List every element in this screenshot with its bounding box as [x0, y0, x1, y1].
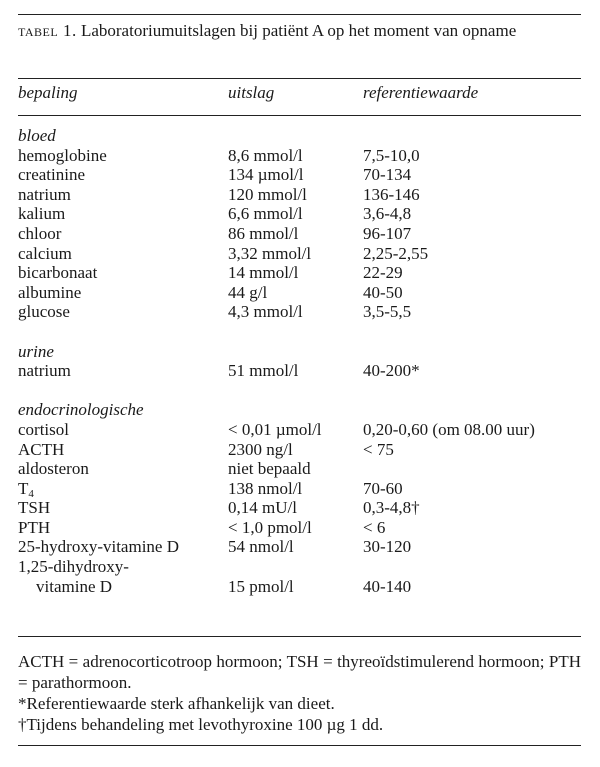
table-caption [18, 20, 581, 41]
test-reference: 30-120 [363, 537, 412, 557]
footnote-dagger: †Tijdens behandeling met levothyroxine 100 µg 1 dd. [18, 715, 384, 734]
test-name: chloor [18, 223, 62, 243]
table-header [0, 83, 600, 105]
t4-letter: T [18, 478, 29, 498]
test-result: 8,6 mmol/l [228, 145, 303, 165]
section-label: endocrinologische [18, 400, 144, 420]
test-reference: < 75 [363, 439, 394, 459]
test-name: calcium [18, 243, 72, 263]
test-reference: 40-140 [363, 576, 412, 596]
test-reference: 0,3-4,8† [363, 498, 420, 518]
test-name: bicarbonaat [18, 263, 98, 283]
table-row [0, 577, 600, 597]
test-reference: 7,5-10,0 [363, 145, 420, 165]
test-result: < 0,01 µmol/l [228, 419, 322, 439]
test-name-line1: 1,25-dihydroxy- [18, 557, 129, 577]
test-result: niet bepaald [228, 459, 311, 479]
test-reference: 136-146 [363, 184, 420, 204]
test-result: 6,6 mmol/l [228, 204, 303, 224]
table-row [0, 537, 600, 557]
test-reference: 70-60 [363, 478, 403, 498]
test-name: vitamine D [36, 576, 113, 596]
body-bottom-rule [18, 636, 581, 637]
table-row [0, 146, 600, 166]
section-label: bloed [18, 126, 56, 145]
test-result: 15 pmol/l [228, 576, 294, 596]
header-uitslag: uitslag [228, 83, 275, 102]
test-result: 51 mmol/l [228, 361, 299, 381]
test-name: natrium [18, 361, 71, 381]
test-name [18, 479, 34, 498]
test-result: 120 mmol/l [228, 184, 307, 204]
table-row [0, 165, 600, 185]
table-body [0, 126, 600, 596]
test-name: PTH [18, 517, 51, 537]
test-result: 4,3 mmol/l [228, 302, 303, 322]
row-spacer [0, 381, 600, 401]
test-name: hemoglobine [18, 145, 107, 165]
section-urine [0, 342, 600, 362]
table-footnotes [18, 651, 581, 735]
test-reference: 40-50 [363, 282, 403, 302]
test-reference: 70-134 [363, 165, 412, 185]
table-row [0, 283, 600, 303]
test-name: glucose [18, 302, 70, 322]
t4-subscript: 4 [28, 487, 34, 500]
row-spacer [0, 322, 600, 342]
header-bottom-rule [18, 115, 581, 116]
test-name: cortisol [18, 419, 69, 439]
test-name: albumine [18, 282, 82, 302]
section-bloed [0, 126, 600, 146]
test-reference: 96-107 [363, 223, 412, 243]
top-rule [18, 14, 581, 15]
test-name: ACTH [18, 439, 65, 459]
test-name: TSH [18, 498, 51, 518]
test-result: 134 µmol/l [228, 165, 304, 185]
test-result: 44 g/l [228, 282, 268, 302]
table-row [0, 302, 600, 322]
table-row [0, 479, 600, 499]
header-referentiewaarde: referentiewaarde [363, 83, 479, 102]
test-result: 0,14 mU/l [228, 498, 297, 518]
table-row [0, 185, 600, 205]
test-reference: 22-29 [363, 263, 403, 283]
test-name: creatinine [18, 165, 86, 185]
caption-text: Laboratoriumuitslagen bij patiënt A op het moment van opname [80, 21, 517, 40]
table-row [0, 361, 600, 381]
test-result: 3,32 mmol/l [228, 243, 312, 263]
test-reference: 3,5-5,5 [363, 302, 412, 322]
test-result: 14 mmol/l [228, 263, 299, 283]
test-result: 54 nmol/l [228, 537, 294, 557]
table-row [0, 557, 600, 577]
header-bepaling: bepaling [18, 83, 78, 102]
test-result: < 1,0 pmol/l [228, 517, 312, 537]
test-name: kalium [18, 204, 66, 224]
section-endocrinologische [0, 400, 600, 420]
test-result: 138 nmol/l [228, 478, 303, 498]
caption-label: tabel 1. [18, 21, 77, 40]
table-row [0, 518, 600, 538]
test-name: 25-hydroxy-vitamine D [18, 537, 179, 557]
table-row [0, 440, 600, 460]
table-row [0, 224, 600, 244]
table-row [0, 420, 600, 440]
test-reference: 0,20-0,60 (om 08.00 uur) [363, 419, 535, 439]
bottom-rule [18, 745, 581, 746]
footnote-abbreviations: ACTH = adrenocorticotroop hormoon; TSH = thyreoïdstimulerend hormoon; PTH = parathormoon. [18, 652, 581, 692]
table-row [0, 498, 600, 518]
test-name: natrium [18, 184, 71, 204]
test-reference: 2,25-2,55 [363, 243, 429, 263]
table-row [0, 244, 600, 264]
footnote-star: *Referentiewaarde sterk afhankelijk van dieet. [18, 694, 335, 713]
test-result: 2300 ng/l [228, 439, 293, 459]
table-row [0, 459, 600, 479]
test-result: 86 mmol/l [228, 223, 299, 243]
test-name: aldosteron [18, 459, 89, 479]
test-reference: 3,6-4,8 [363, 204, 412, 224]
section-label: urine [18, 341, 54, 361]
header-top-rule [18, 78, 581, 79]
test-reference: 40-200* [363, 361, 420, 381]
table-row [0, 204, 600, 224]
table-row [0, 263, 600, 283]
test-reference: < 6 [363, 517, 386, 537]
